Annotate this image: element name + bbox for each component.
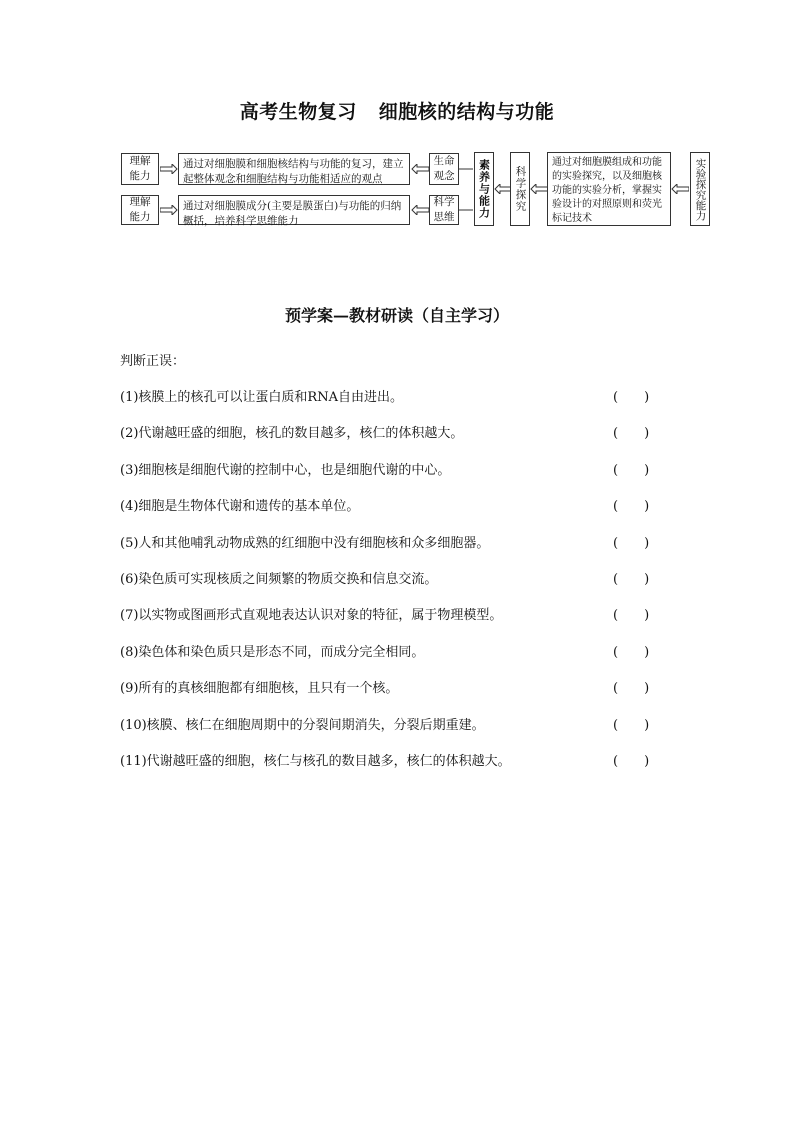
science-box: 科学探究 (510, 152, 530, 226)
answer-blank[interactable]: ( ) (613, 572, 650, 587)
answer-blank[interactable]: ( ) (613, 645, 650, 660)
connector-lines (459, 160, 474, 220)
question-text: (4)细胞是生物体代谢和遗传的基本单位。 (120, 499, 360, 514)
question-item (120, 677, 660, 697)
answer-blank[interactable]: ( ) (613, 608, 650, 623)
question-item (120, 714, 660, 734)
center-competency: 素养与能力 (474, 152, 494, 226)
right-text: 通过对细胞膜组成和功能的实验探究，以及细胞核功能的实验分析，掌握实验设计的对照原则和荧光标记技术 (547, 152, 671, 226)
left-bottom-label: 理解能力 (121, 195, 159, 225)
intro-text: 判断正误： (120, 354, 186, 369)
right-label: 实验探究能力 (690, 152, 710, 226)
title-part2: 细胞核的结构与功能 (378, 101, 555, 123)
question-text: (10)核膜、核仁在细胞周期中的分裂间期消失，分裂后期重建。 (120, 718, 485, 733)
left-top-label: 理解能力 (121, 153, 159, 185)
answer-blank[interactable]: ( ) (613, 390, 650, 405)
answer-blank[interactable]: ( ) (613, 499, 650, 514)
question-text: (2)代谢越旺盛的细胞，核孔的数目越多，核仁的体积越大。 (120, 426, 464, 441)
top-concept: 生命观念 (429, 153, 459, 185)
answer-blank[interactable]: ( ) (613, 463, 650, 478)
question-item (120, 641, 660, 661)
question-item (120, 532, 660, 552)
arrow-science (530, 184, 548, 194)
arrow-left-bottom (160, 205, 178, 215)
question-text: (6)染色质可实现核质之间频繁的物质交换和信息交流。 (120, 572, 438, 587)
answer-blank[interactable]: ( ) (613, 718, 650, 733)
question-text: (3)细胞核是细胞代谢的控制中心，也是细胞代谢的中心。 (120, 463, 451, 478)
bottom-concept: 科学思维 (429, 195, 459, 225)
arrow-bottom-concept (411, 205, 429, 215)
section-title: 预学案—教材研读（自主学习） (284, 306, 509, 325)
arrow-left-top (160, 164, 178, 174)
title-part1: 高考生物复习 (239, 101, 357, 123)
question-item (120, 422, 660, 442)
question-text: (8)染色体和染色质只是形态不同，而成分完全相同。 (120, 645, 425, 660)
answer-blank[interactable]: ( ) (613, 426, 650, 441)
question-item (120, 568, 660, 588)
arrow-top-concept (411, 164, 429, 174)
answer-blank[interactable]: ( ) (613, 681, 650, 696)
question-text: (5)人和其他哺乳动物成熟的红细胞中没有细胞核和众多细胞器。 (120, 536, 490, 551)
question-item (120, 604, 660, 624)
question-text: (1)核膜上的核孔可以让蛋白质和RNA自由进出。 (120, 390, 403, 405)
left-bottom-text: 通过对细胞膜成分(主要是膜蛋白)与功能的归纳概括，培养科学思维能力 (178, 195, 410, 225)
answer-blank[interactable]: ( ) (613, 754, 650, 769)
question-item (120, 495, 660, 515)
question-text: (7)以实物或图画形式直观地表达认识对象的特征，属于物理模型。 (120, 608, 503, 623)
question-item (120, 386, 660, 406)
competency-diagram (0, 0, 794, 260)
question-item (120, 459, 660, 479)
left-top-text: 通过对细胞膜和细胞核结构与功能的复习，建立起整体观念和细胞结构与功能相适应的观点 (178, 153, 410, 185)
question-item (120, 750, 660, 770)
answer-blank[interactable]: ( ) (613, 536, 650, 551)
question-text: (9)所有的真核细胞都有细胞核，且只有一个核。 (120, 681, 399, 696)
arrow-right (671, 184, 689, 194)
question-text: (11)代谢越旺盛的细胞，核仁与核孔的数目越多，核仁的体积越大。 (120, 754, 511, 769)
